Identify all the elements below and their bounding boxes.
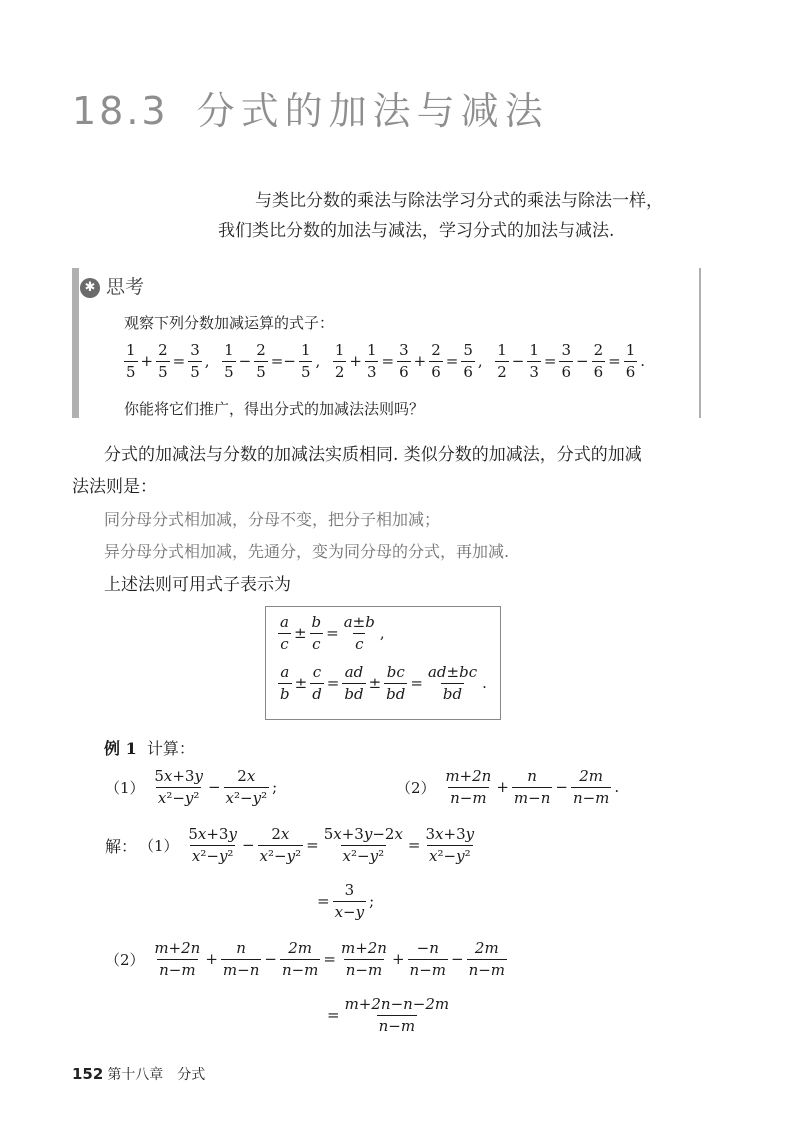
solution-2-line-1: （2） $\frac{m+2n}{n-m}$ + $\frac{n}{m-n}$ − $\frac{2m}{n-m}$ = $\frac{m+2n}{n-m}$ + $\frac{-n}{n-m}$ − $\frac{2m}{n-m}$ [105, 939, 506, 979]
example-p2-label: （2） [396, 778, 436, 797]
page-number: 152 [72, 1065, 104, 1083]
lightbulb-icon: ✱ [80, 278, 100, 298]
example-problem-1: （1） $\frac{5x+3y}{\text{x²−y²}}$ − $\frac{2x}{\text{x²−y²}}$ ; [105, 767, 278, 807]
think-question: 你能将它们推广，得出分式的加减法法则吗？ [124, 400, 425, 418]
example-heading [104, 736, 195, 759]
section-title [72, 80, 549, 135]
think-heading-text: 思考 [106, 276, 145, 298]
rule-different-denominator: 异分母分式相加减，先通分，变为同分母的分式，再加减. [104, 542, 510, 561]
intro-line-1: 与类比分数的乘法与除法学习分式的乘法与除法一样， [255, 191, 663, 211]
section-title-text: 分式的加法与减法 [196, 89, 549, 133]
think-line-1: 观察下列分数加减运算的式子： [124, 314, 335, 332]
formula-same-denominator: $\frac{a}{c}$ ± $\frac{b}{c}$ = $\frac{a\pm b}{c}$ , [280, 613, 385, 653]
paragraph-line-2: 法法则是： [72, 477, 157, 497]
fraction-examples: $\frac{1}{5}$ + $\frac{2}{5}$ = $\frac{3}{5}$ , $\frac{1}{5}$ − $\frac{2}{5}$ =− $\frac{1}{5}$ , $\frac{1}{2}$ + $\frac{1}{3}$ = $\frac{3}{6}$ + $\frac{2}{6}$ = $\frac{5}{6}$ , $\frac{1}{2}$ − $\frac{1}{3}$ = $\frac{3}{6}$ − $\frac{2}{6}$ = $\frac{1}{6}$ . [126, 341, 646, 381]
solution-p1-label: （1） [139, 836, 179, 855]
paragraph-line-1: 分式的加减法与分数的加减法实质相同. 类似分数的加减法，分式的加减 [104, 445, 642, 465]
solution-1-line-1: 解： （1） $\frac{5x+3y}{\text{x²−y²}}$ − $\frac{2x}{\text{x²−y²}}$ = $\frac{5x+3y-2x}{\text{x²−y²}}$ = $\frac{3x+3y}{\text{x²−y²}}$ [105, 825, 475, 865]
solution-2-line-2: = $\frac{m+2n-n-2m}{n-m}$ [327, 995, 450, 1035]
think-heading [80, 272, 144, 299]
solution-1-line-2: = $\frac{3}{x-y}$ ; [317, 881, 375, 921]
formula-different-denominator: $\frac{a}{b}$ ± $\frac{c}{d}$ = $\frac{ad}{bd}$ ± $\frac{bc}{bd}$ = $\frac{ad\pm bc}{bd}$ . [280, 663, 487, 703]
page-footer [72, 1064, 205, 1084]
rule-same-denominator: 同分母分式相加减，分母不变，把分子相加减； [104, 510, 441, 529]
example-p1-label: （1） [105, 778, 145, 797]
solution-label: 解： [105, 836, 138, 856]
example-label: 例 1 [104, 739, 137, 758]
section-number: 18.3 [72, 89, 169, 133]
example-task: 计算： [146, 739, 195, 758]
solution-p2-label: （2） [105, 950, 145, 969]
chapter-label: 第十八章 分式 [107, 1067, 206, 1083]
intro-line-2: 我们类比分数的加法与减法，学习分式的加法与减法. [218, 221, 615, 241]
example-problem-2: （2） $\frac{m+2n}{n-m}$ + $\frac{n}{m-n}$ − $\frac{2m}{n-m}$ . [396, 767, 620, 807]
rules-intro: 上述法则可用式子表示为 [104, 575, 291, 595]
